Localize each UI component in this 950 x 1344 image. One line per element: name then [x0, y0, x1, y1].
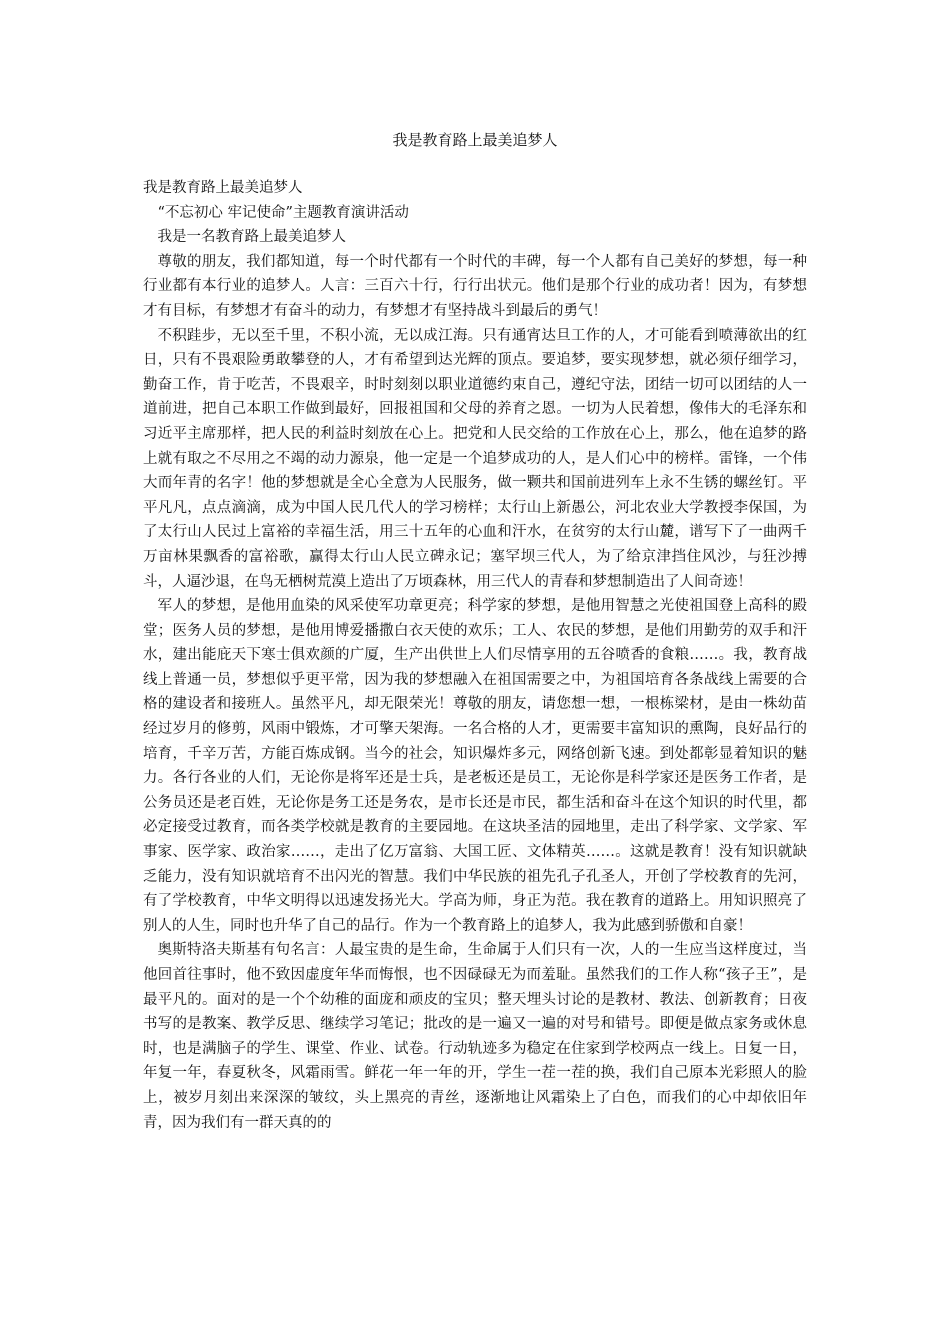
document-body	[143, 176, 807, 1135]
paragraph-4: 奥斯特洛夫斯基有句名言：人最宝贵的是生命，生命属于人们只有一次，人的一生应当这样度过，当他回首往事时，他不致因虚度年华而悔恨，也不因碌碌无为而羞耻。虽然我们的工作人称“孩子王”，是最平凡的。面对的是一个个幼稚的面庞和顽皮的宝贝；整天埋头讨论的是教材、教法、创新教育；日夜书写的是教案、教学反思、继续学习笔记；批改的是一遍又一遍的对号和错号。即便是做点家务或休息时，也是满脑子的学生、课堂、作业、试卷。行动轨迹多为稳定在住家到学校两点一线上。日复一日，年复一年，春夏秋冬，风霜雨雪。鲜花一年一年的开，学生一茬一茬的换，我们自己原本光彩照人的脸上，被岁月刻出来深深的皱纹，头上黑亮的青丝，逐渐地让风霜染上了白色，而我们的心中却依旧年青，因为我们有一群天真的的	[143, 942, 807, 1131]
paragraph-subtitle: “不忘初心 牢记使命”主题教育演讲活动	[157, 204, 409, 221]
paragraph-heading: 我是教育路上最美追梦人	[143, 180, 303, 196]
paragraph-3: 军人的梦想，是他用血染的风采使军功章更亮；科学家的梦想，是他用智慧之光使祖国登上高科的殿堂；医务人员的梦想，是他用博爱播撒白衣天使的欢乐；工人、农民的梦想，是他们用勤劳的双手和汗水，建出能庇天下寒士俱欢颜的广厦，生产出供世上人们尽情享用的五谷喷香的食粮……。我，教育战线上普通一员，梦想似乎更平常，因为我的梦想融入在祖国需要之中，为祖国培育各条战线上需要的合格的建设者和接班人。虽然平凡，却无限荣光！尊敬的朋友，请您想一想，一根栋梁材，是由一株幼苗经过岁月的修剪，风雨中锻炼，才可擎天架海。一名合格的人才，更需要丰富知识的熏陶，良好品行的培育，千辛万苦，方能百炼成钢。当今的社会，知识爆炸多元，网络创新飞速。到处都彰显着知识的魅力。各行各业的人们，无论你是将军还是士兵，是老板还是员工，无论你是科学家还是医务工作者，是公务员还是老百姓，无论你是务工还是务农，是市长还是市民，都生活和奋斗在这个知识的时代里，都必定接受过教育，而各类学校就是教育的主要园地。在这块圣洁的园地里，走出了科学家、文学家、军事家、医学家、政治家……，走出了亿万富翁、大国工匠、文体精英……。这就是教育！没有知识就缺乏能力，没有知识就培育不出闪光的智慧。我们中华民族的祖先孔子孔圣人，开创了学校教育的先河，有了学校教育，中华文明得以迅速发扬光大。学高为师，身正为范。我在教育的道路上。用知识照亮了别人的人生，同时也升华了自己的品行。作为一个教育路上的追梦人，我为此感到骄傲和自豪！	[143, 598, 807, 934]
document-title: 我是教育路上最美追梦人	[392, 131, 558, 149]
paragraph-1: 尊敬的朋友，我们都知道，每一个时代都有一个时代的丰碑，每一个人都有自己美好的梦想，每一种行业都有本行业的追梦人。人言：三百六十行，行行出状元。他们是那个行业的成功者！因为，有梦想才有目标，有梦想才有奋斗的动力，有梦想才有坚持战斗到最后的勇气！	[143, 253, 807, 319]
paragraph-speech-title: 我是一名教育路上最美追梦人	[157, 229, 346, 246]
paragraph-2: 不积跬步，无以至千里，不积小流，无以成江海。只有通宵达旦工作的人，才可能看到喷薄欲出的红日，只有不畏艰险勇敢攀登的人，才有希望到达光辉的顶点。要追梦，要实现梦想，就必须仔细学习，勤奋工作，肯于吃苦，不畏艰辛，时时刻刻以职业道德约束自己，遵纪守法，团结一切可以团结的人一道前进，把自己本职工作做到最好，回报祖国和父母的养育之恩。一切为人民着想，像伟大的毛泽东和习近平主席那样，把人民的利益时刻放在心上。把党和人民交给的工作放在心上，那么，他在追梦的路上就有取之不尽用之不竭的动力源泉，他一定是一个追梦成功的人，是人们心中的榜样。雷锋，一个伟大而年青的名字！他的梦想就是全心全意为人民服务，做一颗共和国前进列车上永不生锈的螺丝钉。平平凡凡，点点滴滴，成为中国人民几代人的学习榜样；太行山上新愚公，河北农业大学教授李保国，为了太行山人民过上富裕的幸福生活，用三十五年的心血和汗水，在贫穷的太行山麓，谱写下了一曲两千万亩林果飘香的富裕歌，赢得太行山人民立碑永记；塞罕坝三代人，为了给京津挡住风沙，与狂沙搏斗，人逼沙退，在鸟无栖树荒漠上造出了万顷森林，用三代人的青春和梦想制造出了人间奇迹！	[143, 327, 807, 590]
